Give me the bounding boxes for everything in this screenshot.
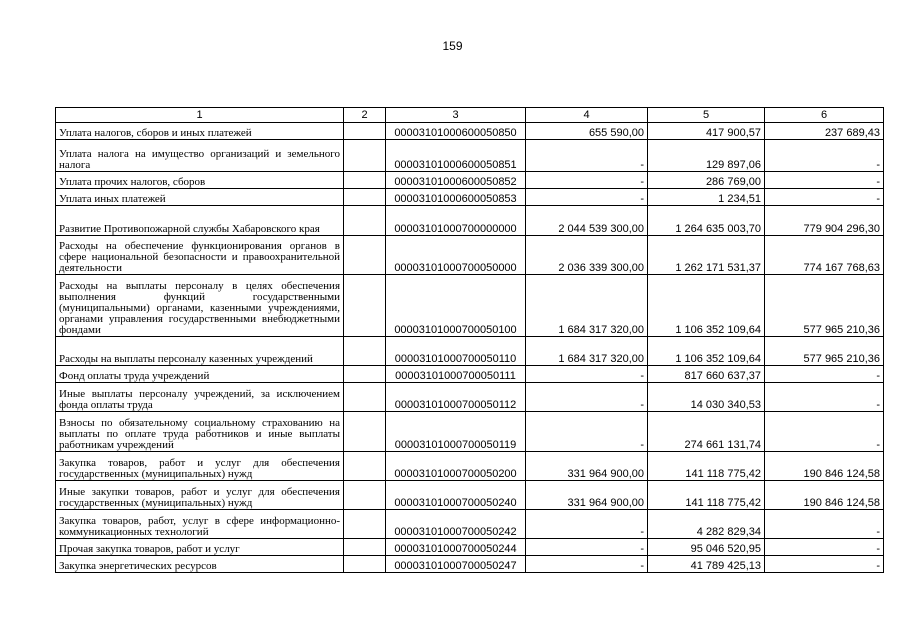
row-approved: - <box>526 366 648 383</box>
row-line-code <box>344 172 386 189</box>
row-approved: 2 044 539 300,00 <box>526 206 648 236</box>
row-executed: 14 030 340,53 <box>648 383 765 412</box>
table-row <box>56 140 884 172</box>
table-row <box>56 383 884 412</box>
row-name: Уплата налога на имущество организаций и земельного налога <box>56 140 344 172</box>
row-unexecuted: - <box>765 140 884 172</box>
row-executed: 1 262 171 531,37 <box>648 236 765 275</box>
row-name: Расходы на обеспечение функционирования органов в сфере национальной безопасности и правоохранительной деятельности <box>56 236 344 275</box>
row-name: Фонд оплаты труда учреждений <box>56 366 344 383</box>
row-unexecuted: - <box>765 539 884 556</box>
row-line-code <box>344 383 386 412</box>
row-name: Закупка энергетических ресурсов <box>56 556 344 573</box>
table-row <box>56 452 884 481</box>
row-line-code <box>344 556 386 573</box>
row-approved: 331 964 900,00 <box>526 481 648 510</box>
table-row <box>56 556 884 573</box>
row-line-code <box>344 189 386 206</box>
row-unexecuted: 190 846 124,58 <box>765 481 884 510</box>
row-line-code <box>344 206 386 236</box>
column-header-2: 2 <box>344 108 386 123</box>
row-line-code <box>344 275 386 337</box>
column-header-4: 4 <box>526 108 648 123</box>
row-budget-code: 00003101000600050851 <box>386 140 526 172</box>
row-unexecuted: - <box>765 556 884 573</box>
table-row <box>56 275 884 337</box>
row-line-code <box>344 412 386 452</box>
table-row <box>56 366 884 383</box>
row-unexecuted: - <box>765 189 884 206</box>
row-executed: 129 897,06 <box>648 140 765 172</box>
budget-execution-table <box>55 107 884 573</box>
row-budget-code: 00003101000600050853 <box>386 189 526 206</box>
row-approved: 2 036 339 300,00 <box>526 236 648 275</box>
column-header-5: 5 <box>648 108 765 123</box>
row-budget-code: 00003101000700050000 <box>386 236 526 275</box>
row-executed: 141 118 775,42 <box>648 452 765 481</box>
row-line-code <box>344 539 386 556</box>
row-executed: 4 282 829,34 <box>648 510 765 539</box>
table-row <box>56 337 884 366</box>
row-unexecuted: - <box>765 412 884 452</box>
table-row <box>56 539 884 556</box>
row-budget-code: 00003101000700050200 <box>386 452 526 481</box>
row-approved: - <box>526 383 648 412</box>
row-approved: - <box>526 140 648 172</box>
row-line-code <box>344 123 386 140</box>
row-line-code <box>344 452 386 481</box>
row-line-code <box>344 366 386 383</box>
row-budget-code: 00003101000600050850 <box>386 123 526 140</box>
table-row <box>56 206 884 236</box>
row-executed: 286 769,00 <box>648 172 765 189</box>
row-name: Расходы на выплаты персоналу казенных учреждений <box>56 337 344 366</box>
row-approved: 1 684 317 320,00 <box>526 337 648 366</box>
row-line-code <box>344 510 386 539</box>
row-budget-code: 00003101000700000000 <box>386 206 526 236</box>
row-executed: 141 118 775,42 <box>648 481 765 510</box>
row-name: Уплата прочих налогов, сборов <box>56 172 344 189</box>
table-row <box>56 236 884 275</box>
row-approved: - <box>526 510 648 539</box>
table-row <box>56 510 884 539</box>
row-unexecuted: - <box>765 383 884 412</box>
row-approved: - <box>526 539 648 556</box>
row-name: Взносы по обязательному социальному страхованию на выплаты по оплате труда работников и иные выплаты работникам учреждений <box>56 412 344 452</box>
row-approved: 655 590,00 <box>526 123 648 140</box>
column-header-3: 3 <box>386 108 526 123</box>
row-budget-code: 00003101000700050112 <box>386 383 526 412</box>
row-unexecuted: 774 167 768,63 <box>765 236 884 275</box>
row-budget-code: 00003101000700050242 <box>386 510 526 539</box>
row-executed: 95 046 520,95 <box>648 539 765 556</box>
row-approved: - <box>526 412 648 452</box>
row-budget-code: 00003101000700050110 <box>386 337 526 366</box>
row-name: Уплата иных платежей <box>56 189 344 206</box>
row-approved: - <box>526 172 648 189</box>
page-number: 159 <box>442 39 463 53</box>
row-approved: 1 684 317 320,00 <box>526 275 648 337</box>
table-row <box>56 189 884 206</box>
row-name: Расходы на выплаты персоналу в целях обеспечения выполнения функций государственными (муниципальными) органами, казенными учреждениями, органами управления государственными внебюджетными фондами <box>56 275 344 337</box>
table-row <box>56 172 884 189</box>
row-unexecuted: - <box>765 172 884 189</box>
row-unexecuted: 577 965 210,36 <box>765 337 884 366</box>
row-name: Закупка товаров, работ и услуг для обеспечения государственных (муниципальных) нужд <box>56 452 344 481</box>
row-name: Закупка товаров, работ, услуг в сфере информационно-коммуникационных технологий <box>56 510 344 539</box>
row-executed: 417 900,57 <box>648 123 765 140</box>
row-approved: 331 964 900,00 <box>526 452 648 481</box>
row-name: Прочая закупка товаров, работ и услуг <box>56 539 344 556</box>
row-name: Уплата налогов, сборов и иных платежей <box>56 123 344 140</box>
table-row <box>56 412 884 452</box>
row-executed: 1 234,51 <box>648 189 765 206</box>
row-executed: 1 106 352 109,64 <box>648 337 765 366</box>
column-header-1: 1 <box>56 108 344 123</box>
row-name: Развитие Противопожарной службы Хабаровского края <box>56 206 344 236</box>
row-line-code <box>344 140 386 172</box>
row-budget-code: 00003101000700050119 <box>386 412 526 452</box>
row-budget-code: 00003101000700050111 <box>386 366 526 383</box>
row-budget-code: 00003101000600050852 <box>386 172 526 189</box>
row-budget-code: 00003101000700050247 <box>386 556 526 573</box>
row-unexecuted: - <box>765 510 884 539</box>
table-row <box>56 123 884 140</box>
row-executed: 817 660 637,37 <box>648 366 765 383</box>
row-approved: - <box>526 556 648 573</box>
row-name: Иные закупки товаров, работ и услуг для обеспечения государственных (муниципальных) нужд <box>56 481 344 510</box>
row-executed: 41 789 425,13 <box>648 556 765 573</box>
row-unexecuted: 237 689,43 <box>765 123 884 140</box>
row-name: Иные выплаты персоналу учреждений, за исключением фонда оплаты труда <box>56 383 344 412</box>
row-line-code <box>344 236 386 275</box>
row-executed: 1 106 352 109,64 <box>648 275 765 337</box>
row-budget-code: 00003101000700050240 <box>386 481 526 510</box>
table-row <box>56 481 884 510</box>
table-header-row <box>56 108 884 123</box>
row-budget-code: 00003101000700050244 <box>386 539 526 556</box>
row-unexecuted: 779 904 296,30 <box>765 206 884 236</box>
row-line-code <box>344 337 386 366</box>
row-unexecuted: - <box>765 366 884 383</box>
row-budget-code: 00003101000700050100 <box>386 275 526 337</box>
row-executed: 274 661 131,74 <box>648 412 765 452</box>
row-unexecuted: 577 965 210,36 <box>765 275 884 337</box>
column-header-6: 6 <box>765 108 884 123</box>
row-executed: 1 264 635 003,70 <box>648 206 765 236</box>
row-line-code <box>344 481 386 510</box>
row-unexecuted: 190 846 124,58 <box>765 452 884 481</box>
row-approved: - <box>526 189 648 206</box>
